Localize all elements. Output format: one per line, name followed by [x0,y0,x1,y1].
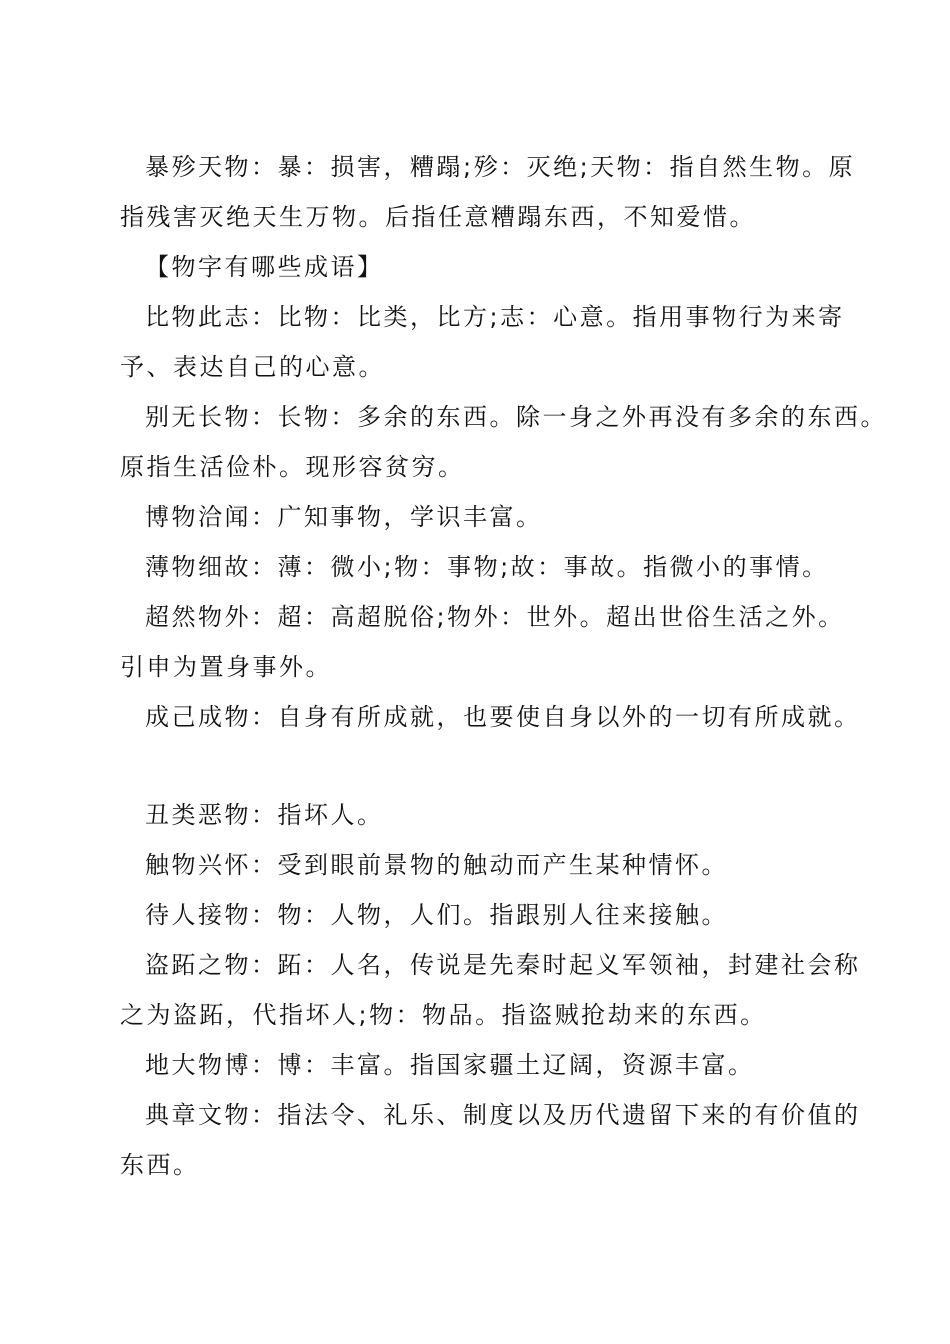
paragraph-line: 东西。 [120,1151,200,1179]
paragraph-line: 薄物细故：薄：微小;物：事物;故：事故。指微小的事情。 [145,553,829,581]
paragraph-line: 超然物外：超：高超脱俗;物外：世外。超出世俗生活之外。 [145,603,845,631]
paragraph-line: 原指生活俭朴。现形容贫穷。 [120,453,465,481]
paragraph-line: 指残害灭绝天生万物。后指任意糟蹋东西，不知爱惜。 [120,203,756,231]
paragraph-line: 博物洽闻：广知事物，学识丰富。 [145,503,543,531]
paragraph-line: 地大物博：博：丰富。指国家疆土辽阔，资源丰富。 [145,1051,755,1079]
paragraph-line: 盗跖之物：跖：人名，传说是先秦时起义军领袖，封建社会称 [145,951,861,979]
paragraph-line: 别无长物：长物：多余的东西。除一身之外再没有多余的东西。 [145,403,887,431]
paragraph-line: 典章文物：指法令、礼乐、制度以及历代遗留下来的有价值的 [145,1101,861,1129]
paragraph-line: 予、表达自己的心意。 [120,353,385,381]
paragraph-line: 暴殄天物：暴：损害，糟蹋;殄：灭绝;天物：指自然生物。原 [145,153,856,181]
paragraph-line: 之为盗跖，代指坏人;物：物品。指盗贼抢劫来的东西。 [120,1001,767,1029]
paragraph-line: 触物兴怀：受到眼前景物的触动而产生某种情怀。 [145,851,728,879]
paragraph-line: 引申为置身事外。 [120,653,332,681]
paragraph-line: 丑类恶物：指坏人。 [145,801,384,829]
paragraph-line: 待人接物：物：人物，人们。指跟别人往来接触。 [145,901,728,929]
paragraph-line: 比物此志：比物：比类，比方;志：心意。指用事物行为来寄 [145,303,845,331]
section-heading: 【物字有哪些成语】 [145,253,384,281]
paragraph-line: 成己成物：自身有所成就，也要使自身以外的一切有所成就。 [145,703,861,731]
